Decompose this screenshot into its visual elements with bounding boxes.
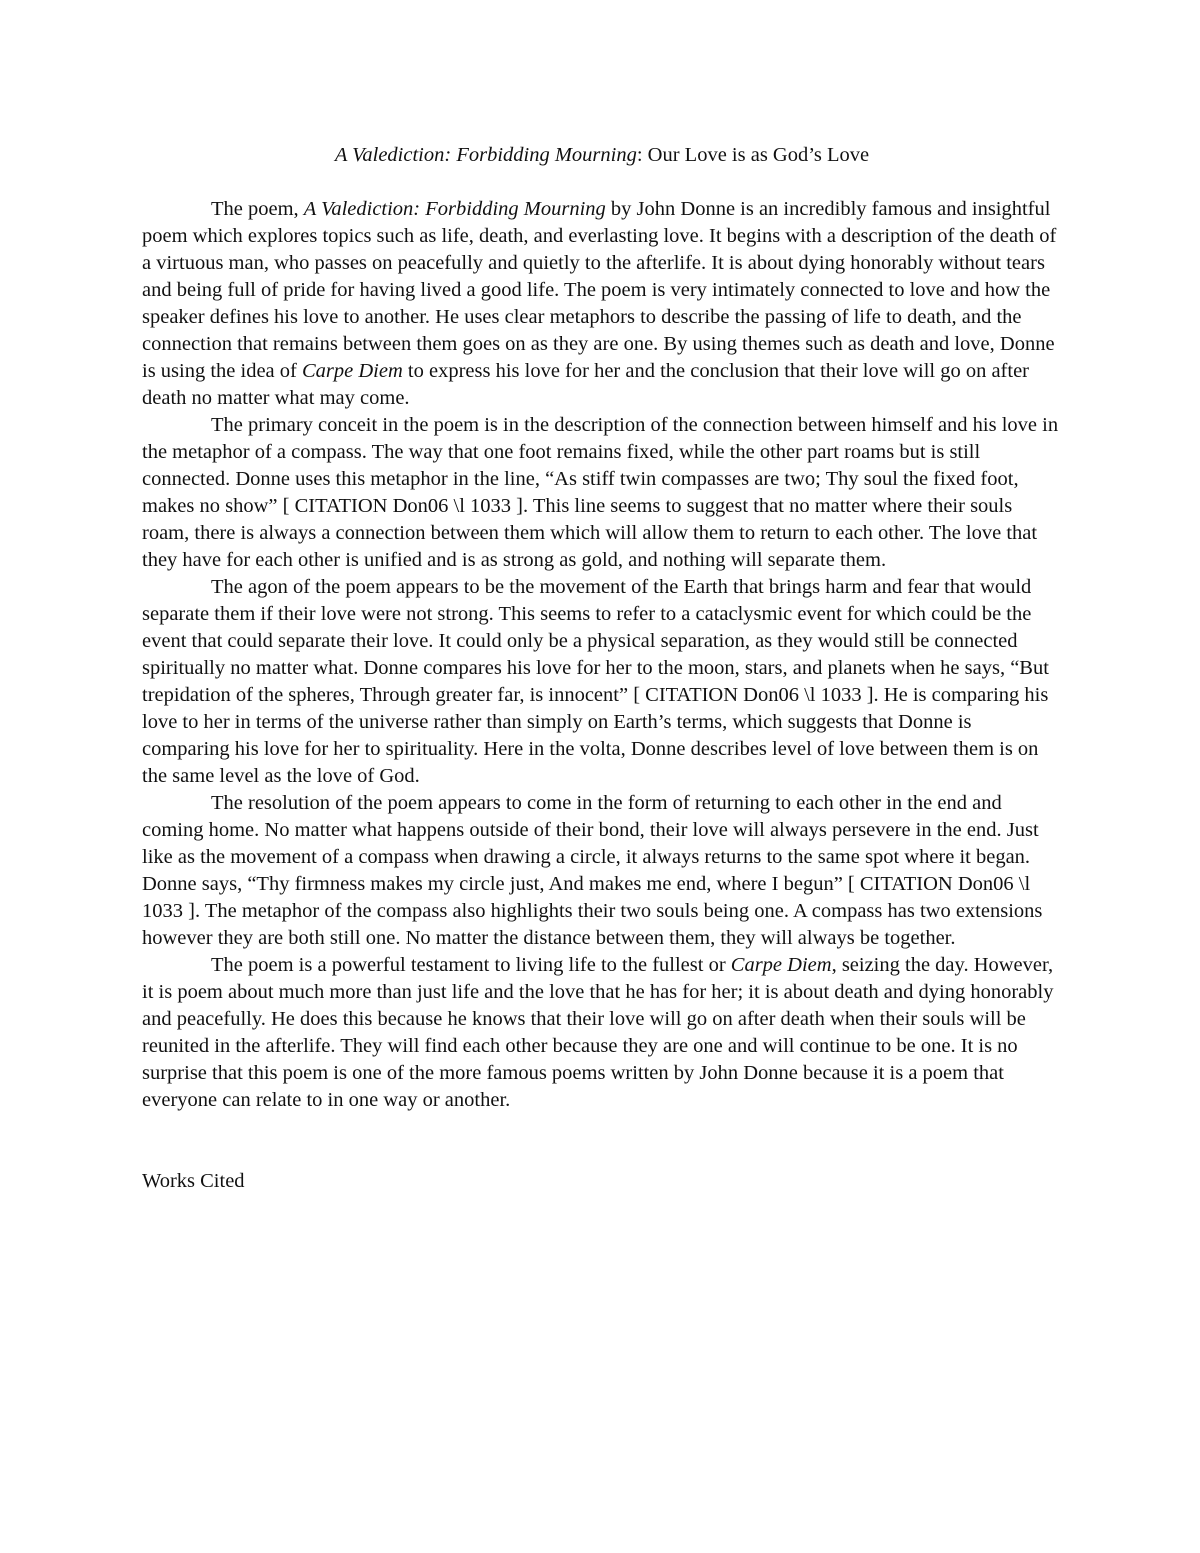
paragraph-1-text-a: The poem, — [211, 198, 304, 220]
paragraph-3: The agon of the poem appears to be the movement of the Earth that brings harm and fear that would separate them if their love were not strong. This seems to refer to a cataclysmic event for which could be the event that could separate their love. It could only be a physical separation, as they would still be connected spiritually no matter what. Donne compares his love for her to the moon, stars, and planets when he says, “But trepidation of the spheres, Through greater far, is innocent” [ CITATION Don06 \l 1033 ]. He is comparing his love to her in terms of the universe rather than simply on Earth’s terms, which suggests that Donne is comparing his love for her to spirituality. Here in the volta, Donne describes level of love between them is on the same level as the love of God. — [142, 576, 1049, 787]
paragraph-5-italic-carpe-diem: Carpe Diem — [730, 954, 832, 976]
paragraph-1-italic-carpe-diem: Carpe Diem — [302, 360, 403, 382]
paragraph-4: The resolution of the poem appears to come in the form of returning to each other in the end and coming home. No matter what happens outside of their bond, their love will always persevere in the end. Just like as the movement of a compass when drawing a circle, it always returns to the same spot where it began. Donne says, “Thy firmness makes my circle just, And makes me end, where I begun” [ CITATION Don06 \l 1033 ]. The metaphor of the compass also highlights their two souls being one. A compass has two extensions however they are both still one. No matter the distance between them, they will always be together. — [142, 792, 1043, 949]
document-page — [142, 142, 1062, 1195]
works-cited-heading: Works Cited — [142, 1170, 245, 1192]
paragraph-5-text-a: The poem is a powerful testament to living life to the fullest or — [211, 954, 731, 976]
paragraph-5 — [142, 952, 1062, 1114]
paragraph-1-italic-title: A Valediction: Forbidding Mourning — [303, 198, 606, 220]
essay-title — [142, 142, 1062, 169]
paragraph-5-text-b: , seizing the day. However, it is poem about much more than just life and the love that he has for her; it is about death and dying honorably and peacefully. He does this because he knows that their love will go on after death when their souls will be reunited in the afterlife. They will find each other because they are one and will continue to be one. It is no surprise that this poem is one of the more famous poems written by John Donne because it is a poem that everyone can relate to in one way or another. — [142, 954, 1054, 1111]
paragraph-1-text-c: to express his love for her and the conclusion that their love will go on after death no matter what may come. — [142, 360, 1030, 409]
paragraph-1-text-b: by John Donne is an incredibly famous and insightful poem which explores topics such as life, death, and everlasting love. It begins with a description of the death of a virtuous man, who passes on peacefully and quietly to the afterlife. It is about dying honorably without tears and being full of pride for having lived a good life. The poem is very intimately connected to love and how the speaker defines his love to another. He uses clear metaphors to describe the passing of life to death, and the connection that remains between them goes on as they are one. By using themes such as death and love, Donne is using the idea of — [142, 198, 1057, 382]
paragraph-1 — [142, 196, 1062, 412]
title-italic: A Valediction: Forbidding Mourning — [334, 144, 637, 166]
title-rest: : Our Love is as God’s Love — [636, 144, 870, 166]
paragraph-2: The primary conceit in the poem is in the description of the connection between himself and his love in the metaphor of a compass. The way that one foot remains fixed, while the other part roams but is still connected. Donne uses this metaphor in the line, “As stiff twin compasses are two; Thy soul the fixed foot, makes no show” [ CITATION Don06 \l 1033 ]. This line seems to suggest that no matter where their souls roam, there is always a connection between them which will allow them to return to each other. The love that they have for each other is unified and is as strong as gold, and nothing will separate them. — [142, 414, 1059, 571]
